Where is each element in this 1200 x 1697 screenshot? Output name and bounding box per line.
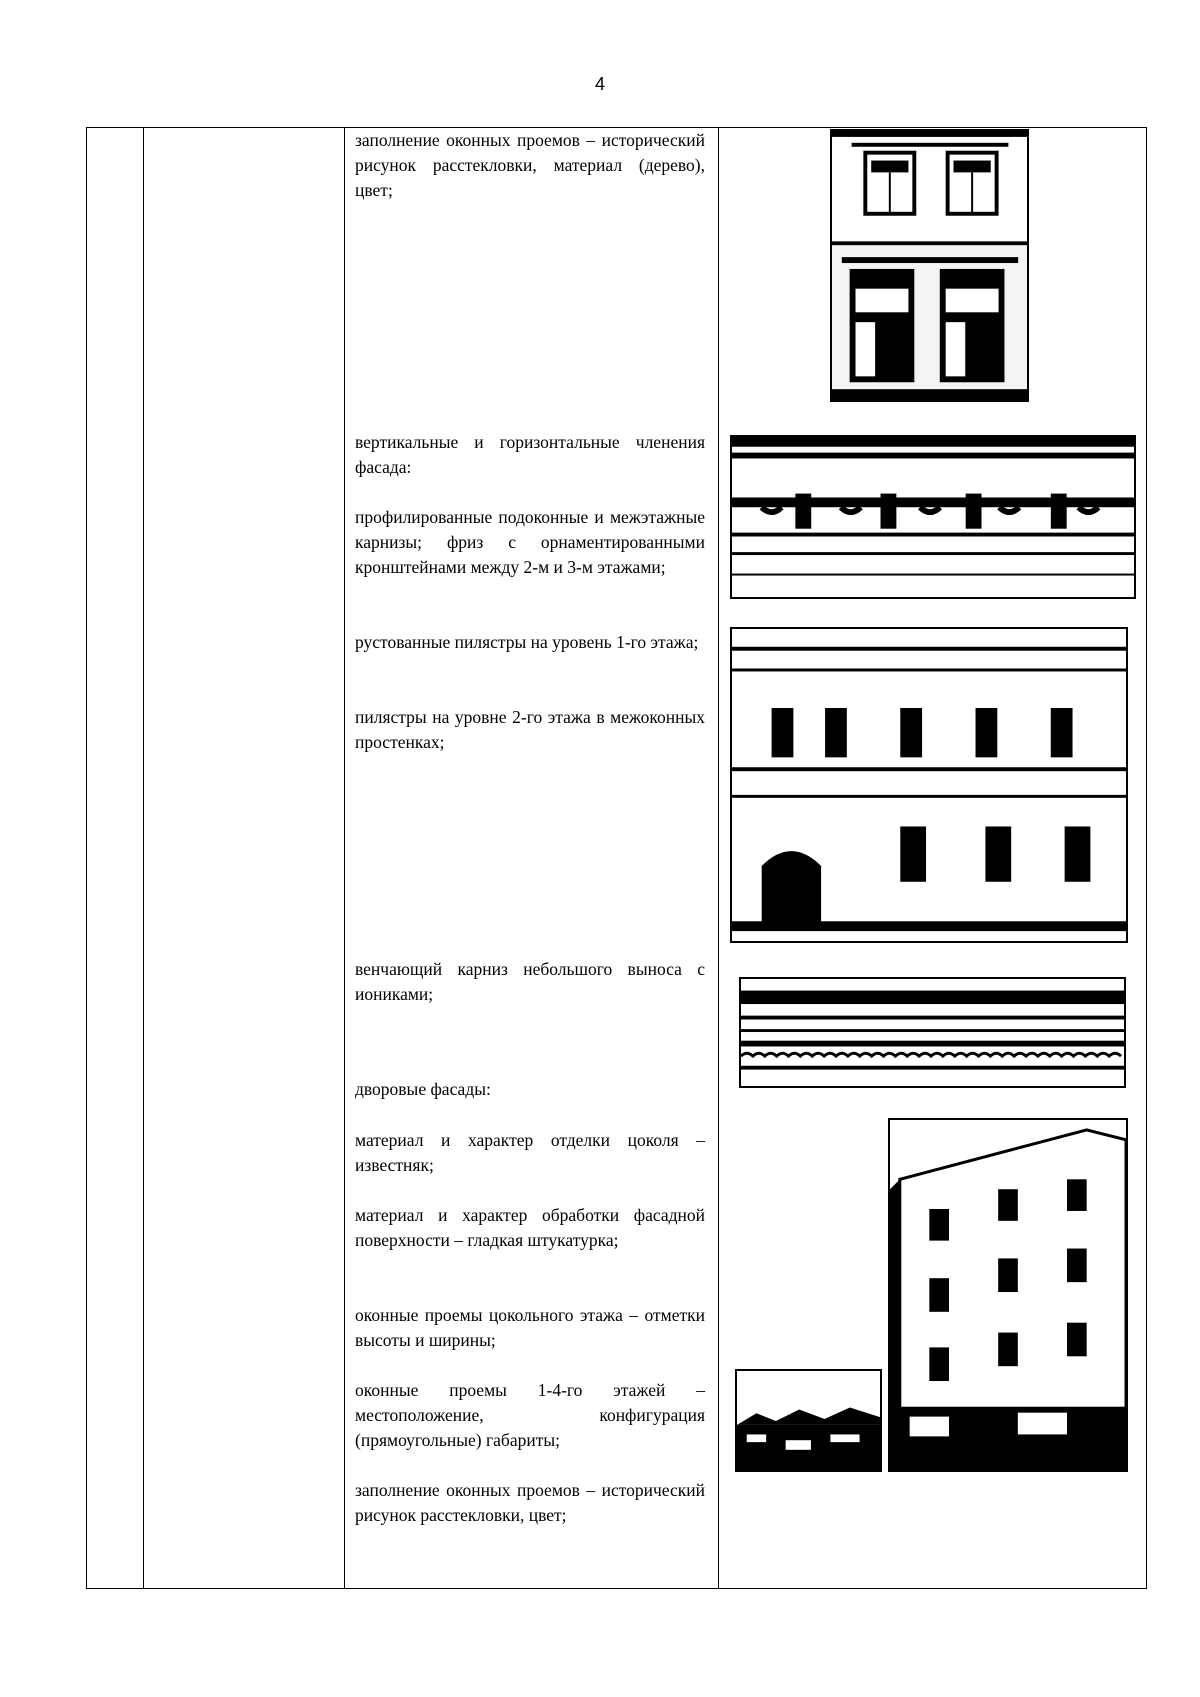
facade-pilasters-photo xyxy=(730,627,1128,943)
table-cell-text: заполнение оконных проемов – исторический рисунок расстекловки, материал (дерево), цвет; xyxy=(355,130,705,200)
table-cell-text: материал и характер отделки цоколя – известняк; xyxy=(355,1130,705,1175)
facade-cornice-frieze-photo xyxy=(730,435,1136,599)
table-column-divider xyxy=(718,128,719,1588)
table-column-divider xyxy=(143,128,144,1588)
table-cell-text: вертикальные и горизонтальные членения фасада: xyxy=(355,432,705,477)
window-fillings-photo xyxy=(830,129,1029,402)
courtyard-facade-photo xyxy=(888,1118,1128,1472)
table-cell-text: материал и характер обработки фасадной поверхности – гладкая штукатурка; xyxy=(355,1205,705,1250)
table-cell-text: пилястры на уровне 2-го этажа в межоконных простенках; xyxy=(355,707,705,752)
table-cell-text: оконные проемы цокольного этажа – отметки высоты и ширины; xyxy=(355,1305,705,1350)
table-column-divider xyxy=(344,128,345,1588)
table-cell-text: заполнение оконных проемов – исторический рисунок расстекловки, цвет; xyxy=(355,1480,705,1525)
table-cell-text: рустованные пилястры на уровень 1-го этажа; xyxy=(355,632,699,652)
table-cell-text: оконные проемы 1-4-го этажей – местоположение, конфигурация (прямоугольные) габариты; xyxy=(355,1380,705,1450)
crowning-cornice-photo xyxy=(739,977,1126,1088)
table-cell-text: венчающий карниз небольшого выноса с иониками; xyxy=(355,959,705,1004)
page-number: 4 xyxy=(594,74,605,94)
table-cell-text: дворовые фасады: xyxy=(355,1079,491,1099)
courtyard-roof-photo xyxy=(735,1369,882,1472)
table-cell-text: профилированные подоконные и межэтажные карнизы; фриз с орнаментированными кронштейнами между 2-м и 3-м этажами; xyxy=(355,507,705,577)
